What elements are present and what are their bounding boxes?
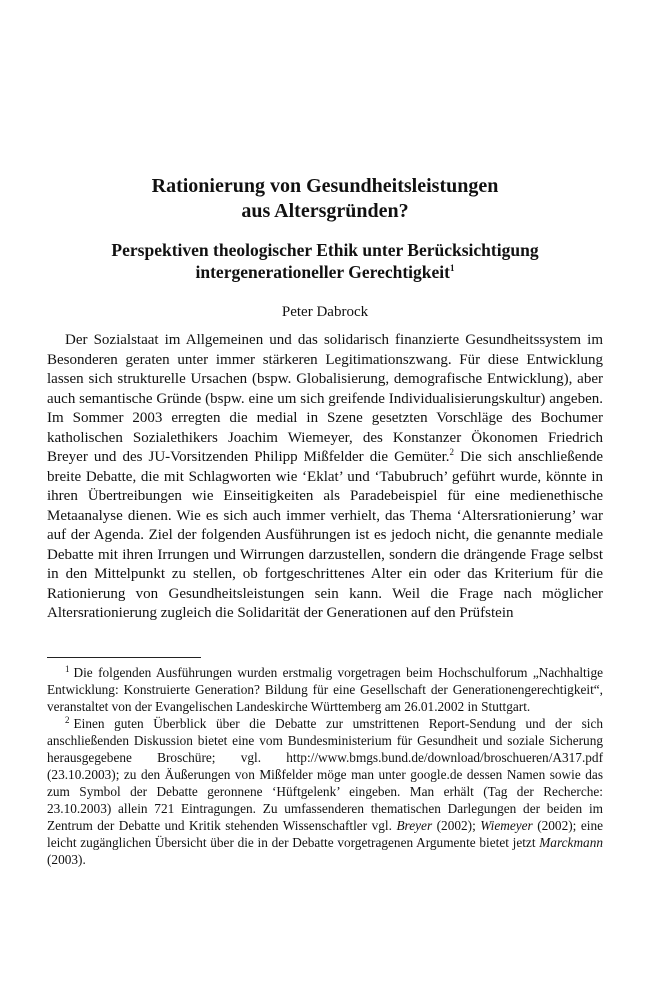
subtitle-line-2 [40,261,610,283]
body-text-part-1: Der Sozialstaat im Allgemeinen und das solidarisch finanzierte Gesundheitssystem im Besonderen geraten unter immer stärkeren Legitimationszwang. Für diese Entwicklung lassen sich strukturelle Ursachen (bspw. Globalisierung, demografische Entwicklung), aber auch semantische Gründe (bspw. eine um sich greifende Individualisierungskultur) angeben. Im Sommer 2003 erregten die medial in Szene gesetzten Vorschläge des Bochumer katholischen Sozialethikers Joachim Wiemeyer, des Konstanzer Ökonomen Friedrich Breyer und des JU-Vorsitzenden Philipp Mißfelder die Gemüter. [47,332,603,465]
footnote-1-mark: 1 [65,663,70,674]
footnote-1-text: Die folgenden Ausführungen wurden erstmalig vorgetragen beim Hochschulforum „Nachhaltige Entwicklung: Konstruierte Generation? Bildung für eine Gesellschaft der Generationengerechtigkeit“, veranstaltet von der Evangelischen Landeskirche Württemberg am 26.01.2002 in Stuttgart. [47,665,603,714]
footnote-1 [47,664,603,715]
subtitle-line-1: Perspektiven theologischer Ethik unter Berücksichtigung [111,240,539,260]
footnote-2-text-b: (2002); [432,818,481,833]
author-name: Peter Dabrock [281,304,369,320]
citation-breyer: Breyer [396,818,433,833]
title-line-2: aus Altersgründen? [241,200,409,222]
footnote-2-mark: 2 [65,714,70,725]
footnote-2 [47,715,603,868]
page-subtitle [40,239,610,283]
body-paragraph [47,331,603,624]
footnote-separator [47,657,201,658]
body-text [47,331,603,624]
subtitle-line-2-text: intergenerationeller Gerechtigkeit [195,262,450,282]
footnote-ref-1: 1 [449,263,455,274]
citation-marckmann: Marckmann [539,835,603,850]
footnote-2-text-d: (2003). [47,852,86,867]
body-text-part-2: Die sich anschließende breite Debatte, die mit Schlagworten wie ‘Eklat’ und ‘Tabubruch’ geführt wurde, könnte in ihren Übertreibungen wie Einseitigkeiten als Paradebeispiel für eine medienethische Metaanalyse dienen. Wie es sich auch immer verhielt, das Thema ‘Altersrationierung’ war auf der Agenda. Ziel der folgenden Ausführungen ist es jedoch nicht, die genannte mediale Debatte mit ihren Irrungen und Wirrungen darzustellen, sondern die drängende Frage selbst in den Mittelpunkt zu stellen, ob fortgeschrittenes Alter ein oder das Kriterium für die Rationierung von Gesundheitsleistungen sein kann. Weil die Frage nach möglicher Altersrationierung zugleich die Solidarität der Generationen auf den Prüfstein [47,449,604,621]
page-title [40,174,610,224]
footnote-2-text-c: (2002); eine leicht zugänglichen Übersicht über die in der Debatte vorgetragenen Argumente bietet jetzt [47,818,603,850]
citation-wiemeyer: Wiemeyer [480,818,533,833]
footnotes [47,664,603,868]
footnote-2-text-a: Einen guten Überblick über die Debatte zur umstrittenen Report-Sendung und der sich anschließenden Diskussion bietet eine vom Bundesministerium für Gesundheit und soziale Sicherung herausgegebene Broschüre; vgl. http://www.bmgs.bund.de/download/broschueren/A317.pdf (23.10.2003); zu den Äußerungen von Mißfelder möge man unter google.de dessen Namen sowie das zum Symbol der Debatte geronnene ‘Hüftgelenk’ eingeben. Man erhält (Tag der Recherche: 23.10.2003) allein 721 Eintragungen. Zu umfassenderen thematischen Darlegungen der beiden im Zentrum der Debatte und Kritik stehenden Wissenschaftler vgl. [47,716,603,833]
title-line-1: Rationierung von Gesundheitsleistungen [151,175,499,197]
footnote-ref-2: 2 [449,447,455,457]
